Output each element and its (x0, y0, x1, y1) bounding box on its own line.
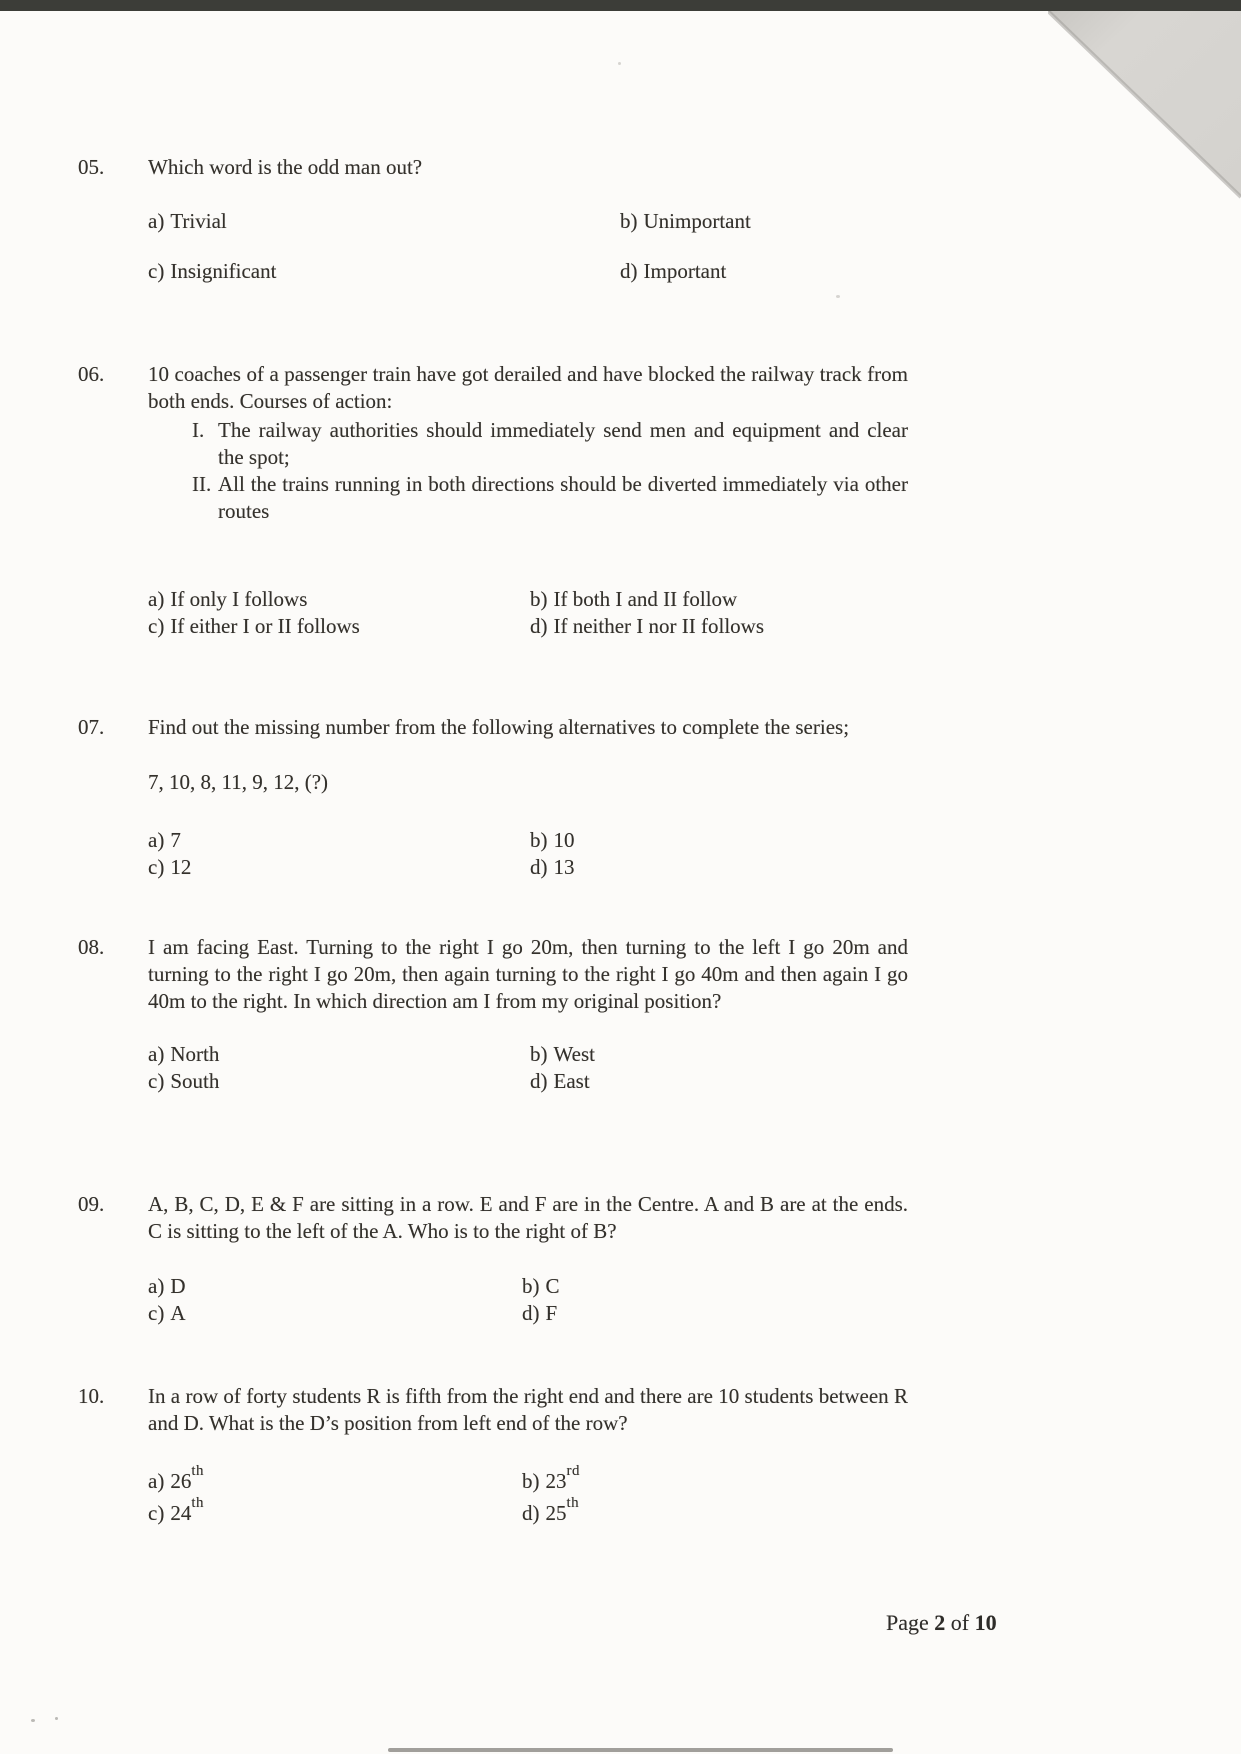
scan-edge-bottom (388, 1748, 893, 1752)
option-b: b) C (522, 1274, 560, 1298)
question-10-number: 10. (78, 1384, 105, 1408)
ordinal-suffix: th (191, 1463, 204, 1479)
footer-page-number: 2 (934, 1610, 946, 1635)
statement-2: II. All the trains running in both directions should be diverted immediately via other routes (192, 472, 908, 523)
footer-page-word: Page (886, 1610, 929, 1635)
question-07 (78, 714, 908, 881)
option-a: a) Trivial (148, 209, 227, 233)
question-10-options (148, 1463, 908, 1527)
question-07-text: Find out the missing number from the following alternatives to complete the series; (148, 715, 850, 739)
option-c: c) South (148, 1069, 220, 1093)
option-b: b) West (530, 1042, 595, 1066)
option-d: d) F (522, 1301, 558, 1325)
scan-speck (55, 1717, 58, 1720)
option-d: d) If neither I nor II follows (530, 614, 765, 638)
statement-1: I. The railway authorities should immediately send men and equipment and clear the spot; (192, 418, 908, 469)
question-08-text: I am facing East. Turning to the right I go 20m, then turning to the left I go 20m and turning to the right I go 20m, then again turning to the right I go 40m and then again I go 40m to the right. In which direction am I from my original position? (148, 935, 908, 1013)
scan-speck (31, 1719, 35, 1722)
ordinal-suffix: rd (566, 1463, 580, 1479)
question-09 (78, 1191, 908, 1327)
option-c: c) 12 (148, 855, 192, 879)
question-05 (78, 154, 908, 285)
question-10 (78, 1383, 908, 1527)
question-08-number: 08. (78, 935, 105, 959)
footer-of-word: of (950, 1610, 970, 1635)
option-a: a) 7 (148, 828, 181, 852)
question-07-number: 07. (78, 715, 105, 739)
question-06 (78, 361, 908, 640)
option-b: b) 10 (530, 828, 575, 852)
footer-total-pages: 10 (974, 1610, 997, 1635)
scan-speck (618, 62, 621, 65)
ordinal-suffix: th (191, 1495, 204, 1511)
folded-corner (1048, 11, 1241, 201)
option-d: d) 13 (530, 855, 575, 879)
ordinal-suffix: th (566, 1495, 580, 1511)
option-b: b) 23rd (522, 1463, 580, 1493)
option-d: d) East (530, 1069, 590, 1093)
option-a: a) North (148, 1042, 220, 1066)
page-footer (886, 1610, 997, 1636)
question-06-options (148, 586, 908, 640)
question-05-number: 05. (78, 155, 105, 179)
question-06-number: 06. (78, 362, 105, 386)
question-08-options (148, 1041, 908, 1095)
option-a: a) 26th (148, 1463, 204, 1493)
scan-speck (836, 295, 840, 298)
question-07-options (148, 827, 908, 881)
question-06-statements (148, 417, 908, 525)
option-c: c) If either I or II follows (148, 614, 360, 638)
question-09-options (148, 1273, 908, 1327)
question-09-number: 09. (78, 1192, 105, 1216)
question-09-text: A, B, C, D, E & F are sitting in a row. E and F are in the Centre. A and B are at the ends. C is sitting to the left of the A. Who is to the right of B? (148, 1192, 908, 1243)
question-05-options (148, 208, 908, 285)
question-08 (78, 934, 908, 1095)
option-d: d) 25th (522, 1495, 580, 1525)
option-d: d) Important (620, 259, 727, 283)
option-c: c) A (148, 1301, 186, 1325)
option-b: b) Unimportant (620, 209, 751, 233)
option-c: c) Insignificant (148, 259, 277, 283)
question-10-text: In a row of forty students R is fifth from the right end and there are 10 students between R and D. What is the D’s position from left end of the row? (148, 1384, 908, 1435)
option-c: c) 24th (148, 1495, 204, 1525)
scan-edge-top (0, 0, 1241, 11)
option-a: a) D (148, 1274, 186, 1298)
option-a: a) If only I follows (148, 587, 308, 611)
question-05-text: Which word is the odd man out? (148, 155, 423, 179)
number-series: 7, 10, 8, 11, 9, 12, (?) (148, 770, 329, 794)
question-06-text: 10 coaches of a passenger train have got derailed and have blocked the railway track from both ends. Courses of action: (148, 362, 908, 413)
option-b: b) If both I and II follow (530, 587, 738, 611)
